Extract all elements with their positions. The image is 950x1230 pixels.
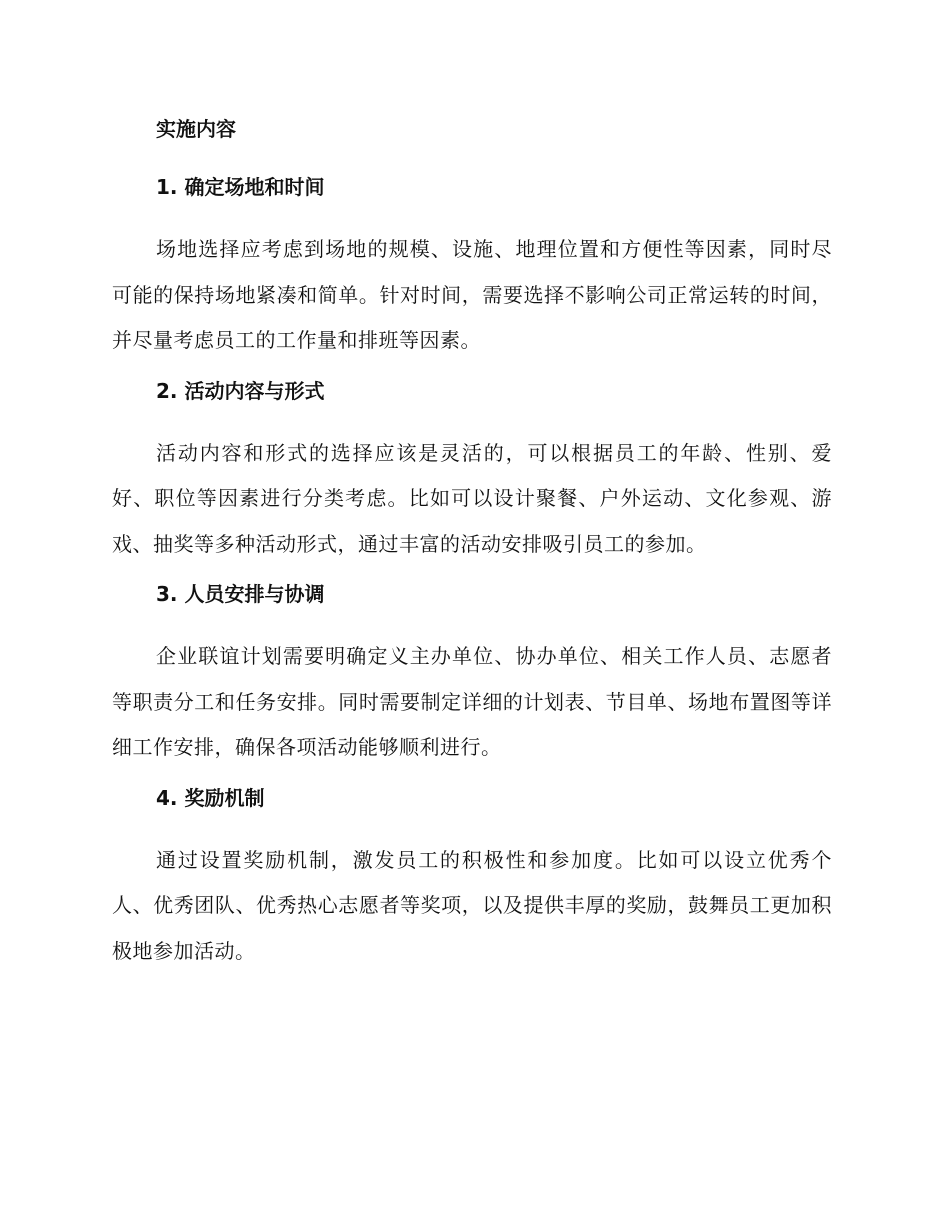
section-2-body: 活动内容和形式的选择应该是灵活的，可以根据员工的年龄、性别、爱好、职位等因素进行分类考虑。比如可以设计聚餐、户外运动、文化参观、游戏、抽奖等多种活动形式，通过丰富的活动安排吸引员工的参加。 bbox=[112, 440, 832, 556]
document-content bbox=[112, 111, 832, 983]
section-title: 实施内容 bbox=[156, 117, 236, 141]
section-3-heading: 3. 人员安排与协调 bbox=[156, 582, 325, 606]
section-4-body: 通过设置奖励机制，激发员工的积极性和参加度。比如可以设立优秀个人、优秀团队、优秀热心志愿者等奖项，以及提供丰厚的奖励，鼓舞员工更加积极地参加活动。 bbox=[112, 847, 832, 963]
section-2-heading: 2. 活动内容与形式 bbox=[156, 378, 325, 403]
section-3-body: 企业联谊计划需要明确定义主办单位、协办单位、相关工作人员、志愿者等职责分工和任务安排。同时需要制定详细的计划表、节目单、场地布置图等详细工作安排，确保各项活动能够顺利进行。 bbox=[112, 644, 832, 759]
section-1-body: 场地选择应考虑到场地的规模、设施、地理位置和方便性等因素，同时尽可能的保持场地紧凑和简单。针对时间，需要选择不影响公司正常运转的时间，并尽量考虑员工的工作量和排班等因素。 bbox=[112, 237, 832, 352]
section-4-heading: 4. 奖励机制 bbox=[156, 785, 265, 810]
section-1-heading: 1. 确定场地和时间 bbox=[156, 175, 325, 199]
